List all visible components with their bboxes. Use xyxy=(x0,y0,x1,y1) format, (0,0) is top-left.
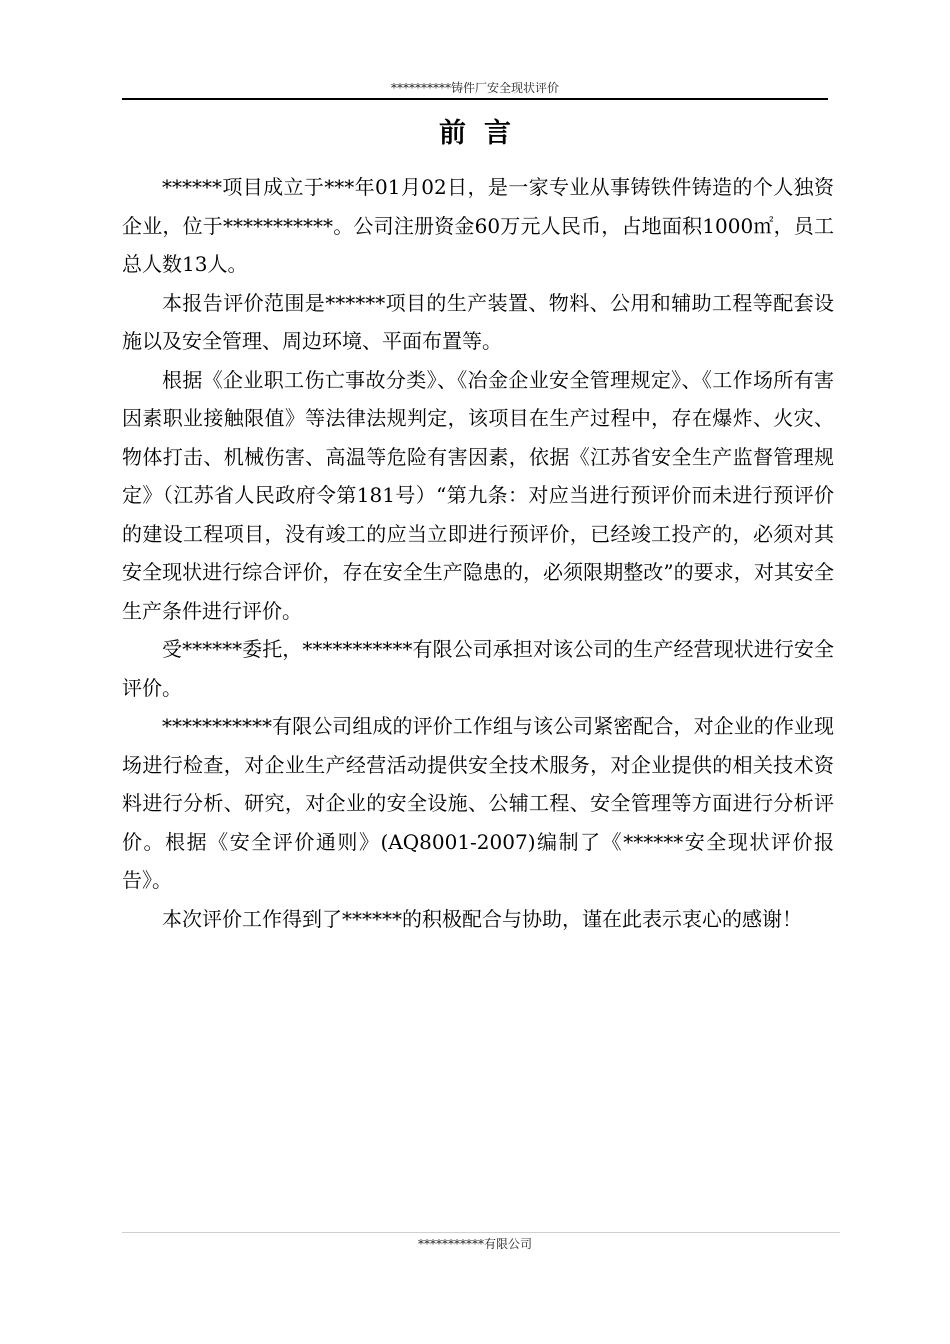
paragraph-company-intro: ******项目成立于***年01月02日，是一家专业从事铸铁件铸造的个人独资企业，位于***********。公司注册资金60万元人民币，占地面积1000㎡，员工总人数13人。 xyxy=(122,175,834,276)
footer-rule xyxy=(122,1232,840,1233)
running-header: **********铸件厂安全现状评价 xyxy=(390,81,559,95)
paragraph-work-process: ***********有限公司组成的评价工作组与该公司紧密配合，对企业的作业现场进行检查，对企业生产经营活动提供安全技术服务，对企业提供的相关技术资料进行分析、研究，对企业的安全设施、公辅工程、安全管理等方面进行分析评价。根据《安全评价通则》(AQ8001-2007)编制了《******安全现状评价报告》。 xyxy=(122,714,834,892)
running-footer: ***********有限公司 xyxy=(417,1237,532,1251)
page-title: 前言 xyxy=(439,118,529,149)
paragraph-legal-basis: 根据《企业职工伤亡事故分类》、《冶金企业安全管理规定》、《工作场所有害因素职业接触限值》等法律法规判定，该项目在生产过程中，存在爆炸、火灾、物体打击、机械伤害、高温等危险有害因素，依据《江苏省安全生产监督管理规定》（江苏省人民政府令第181号）“第九条：对应当进行预评价而未进行预评价的建设工程项目，没有竣工的应当立即进行预评价，已经竣工投产的，必须对其安全现状进行综合评价，存在安全生产隐患的，必须限期整改”的要求，对其安全生产条件进行评价。 xyxy=(122,367,834,623)
paragraph-commission: 受******委托，***********有限公司承担对该公司的生产经营现状进行安全评价。 xyxy=(122,637,834,700)
paragraph-acknowledgement: 本次评价工作得到了******的积极配合与协助，谨在此表示衷心的感谢！ xyxy=(162,906,802,931)
document-body xyxy=(122,168,834,938)
header-rule xyxy=(122,98,828,100)
paragraph-scope: 本报告评价范围是******项目的生产装置、物料、公用和辅助工程等配套设施以及安全管理、周边环境、平面布置等。 xyxy=(122,290,834,353)
